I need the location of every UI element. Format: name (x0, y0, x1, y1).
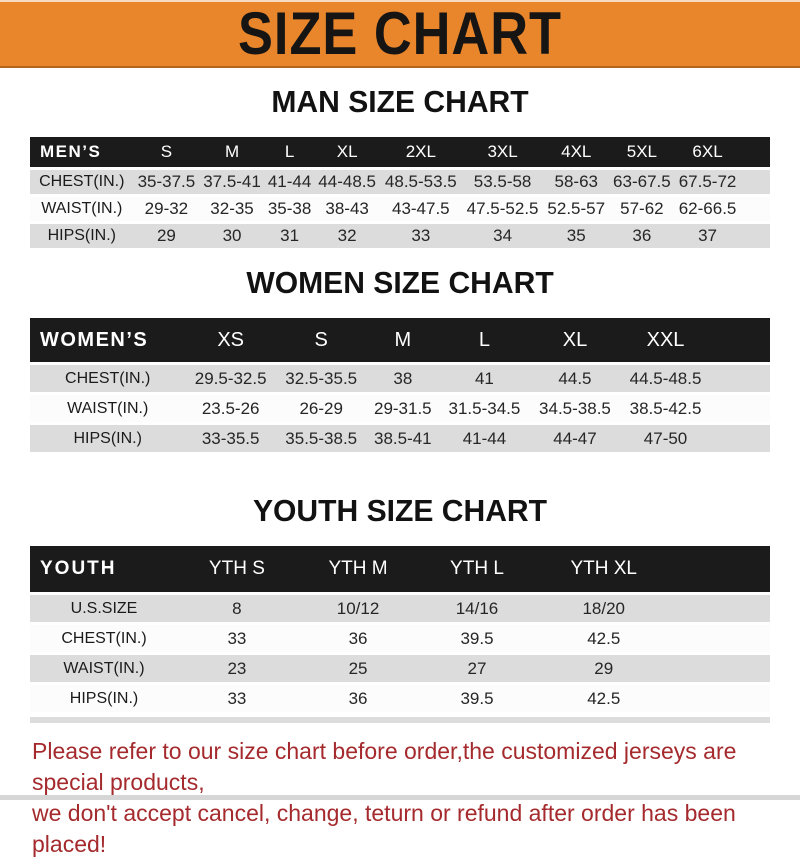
measurement-value-cell: 29.5-32.5 (185, 365, 276, 392)
size-header-cell: 5XL (609, 137, 675, 167)
measurement-value-cell: 38 (366, 365, 439, 392)
measurement-value-cell: 42.5 (534, 625, 674, 652)
measurement-value-cell: 29 (134, 224, 200, 248)
measurement-value-cell: 23 (178, 655, 296, 682)
size-header-cell: 3XL (462, 137, 544, 167)
table-title-cell: WOMEN’S (30, 318, 185, 362)
size-header-cell: YTH XL (534, 546, 674, 592)
measurement-value-cell: 35 (543, 224, 609, 248)
measurement-value-cell: 58-63 (543, 170, 609, 194)
measurement-value-cell: 33 (178, 625, 296, 652)
measurement-value-cell: 44.5 (530, 365, 621, 392)
men-size-table (30, 134, 770, 251)
measurement-value-cell: 26-29 (276, 395, 367, 422)
banner-title: SIZE CHART (238, 0, 562, 68)
measurement-value-cell: 27 (420, 655, 533, 682)
measurement-value-cell: 41-44 (265, 170, 314, 194)
size-header-cell: YTH M (296, 546, 420, 592)
measurement-value-cell: 52.5-57 (543, 197, 609, 221)
measurement-value-cell: 63-67.5 (609, 170, 675, 194)
measurement-value-cell: 36 (296, 685, 420, 712)
size-header-row (30, 318, 770, 362)
women-section-heading: WOMEN SIZE CHART (246, 265, 554, 300)
spacer-cell (674, 655, 770, 682)
measurement-label-cell: HIPS(IN.) (30, 224, 134, 248)
spacer-cell (674, 685, 770, 712)
measurement-label-cell: HIPS(IN.) (30, 685, 178, 712)
measurement-value-cell: 48.5-53.5 (380, 170, 462, 194)
measurement-value-cell: 57-62 (609, 197, 675, 221)
size-header-cell: M (199, 137, 265, 167)
measurement-value-cell: 53.5-58 (462, 170, 544, 194)
size-header-cell: XL (530, 318, 621, 362)
measurement-value-cell: 44.5-48.5 (620, 365, 711, 392)
size-header-cell: L (265, 137, 314, 167)
spacer-cell (674, 625, 770, 652)
measurement-value-cell: 37 (675, 224, 741, 248)
measurement-value-cell: 32 (314, 224, 380, 248)
measurement-value-cell: 36 (296, 625, 420, 652)
measurement-value-cell: 31 (265, 224, 314, 248)
measurement-label-cell: U.S.SIZE (30, 595, 178, 622)
measurement-label-cell: WAIST(IN.) (30, 395, 185, 422)
measurement-value-cell: 33 (380, 224, 462, 248)
measurement-value-cell: 37.5-41 (199, 170, 265, 194)
size-header-cell: S (134, 137, 200, 167)
notice-line-1: Please refer to our size chart before order,the customized jerseys are special products, (32, 738, 737, 795)
measurement-row (30, 395, 770, 422)
size-header-cell: 6XL (675, 137, 741, 167)
size-header-cell: L (439, 318, 530, 362)
size-header-row (30, 546, 770, 592)
measurement-label-cell: HIPS(IN.) (30, 425, 185, 452)
spacer-cell (740, 197, 770, 221)
table-title-cell: MEN’S (30, 137, 134, 167)
youth-size-table (30, 543, 770, 715)
measurement-row (30, 170, 770, 194)
measurement-label-cell: WAIST(IN.) (30, 197, 134, 221)
measurement-value-cell: 38.5-42.5 (620, 395, 711, 422)
measurement-label-cell: CHEST(IN.) (30, 625, 178, 652)
measurement-value-cell: 32-35 (199, 197, 265, 221)
measurement-value-cell: 35-38 (265, 197, 314, 221)
measurement-value-cell: 29-32 (134, 197, 200, 221)
measurement-value-cell: 33 (178, 685, 296, 712)
size-header-cell: YTH S (178, 546, 296, 592)
measurement-value-cell: 62-66.5 (675, 197, 741, 221)
table-title-cell: YOUTH (30, 546, 178, 592)
measurement-value-cell: 47.5-52.5 (462, 197, 544, 221)
spacer-cell (711, 318, 770, 362)
size-header-cell: XL (314, 137, 380, 167)
measurement-value-cell: 39.5 (420, 685, 533, 712)
measurement-label-cell: CHEST(IN.) (30, 170, 134, 194)
measurement-label-cell: CHEST(IN.) (30, 365, 185, 392)
measurement-value-cell: 44-47 (530, 425, 621, 452)
measurement-value-cell: 29 (534, 655, 674, 682)
measurement-label-cell: WAIST(IN.) (30, 655, 178, 682)
measurement-value-cell: 33-35.5 (185, 425, 276, 452)
size-chart-banner (0, 0, 800, 68)
size-header-cell: S (276, 318, 367, 362)
size-header-cell: XS (185, 318, 276, 362)
measurement-row (30, 685, 770, 712)
spacer-cell (674, 546, 770, 592)
measurement-value-cell: 32.5-35.5 (276, 365, 367, 392)
measurement-value-cell: 35-37.5 (134, 170, 200, 194)
measurement-value-cell: 10/12 (296, 595, 420, 622)
measurement-value-cell: 34.5-38.5 (530, 395, 621, 422)
spacer-cell (674, 595, 770, 622)
measurement-row (30, 425, 770, 452)
youth-table-bottom-strip (30, 717, 770, 723)
measurement-value-cell: 25 (296, 655, 420, 682)
measurement-value-cell: 31.5-34.5 (439, 395, 530, 422)
measurement-row (30, 224, 770, 248)
measurement-row (30, 655, 770, 682)
measurement-value-cell: 38.5-41 (366, 425, 439, 452)
size-header-cell: YTH L (420, 546, 533, 592)
measurement-value-cell: 23.5-26 (185, 395, 276, 422)
measurement-value-cell: 35.5-38.5 (276, 425, 367, 452)
measurement-row (30, 595, 770, 622)
measurement-row (30, 365, 770, 392)
measurement-value-cell: 43-47.5 (380, 197, 462, 221)
measurement-value-cell: 67.5-72 (675, 170, 741, 194)
bottom-edge-strip (0, 795, 800, 800)
measurement-value-cell: 44-48.5 (314, 170, 380, 194)
size-header-cell: 4XL (543, 137, 609, 167)
size-header-cell: M (366, 318, 439, 362)
measurement-value-cell: 36 (609, 224, 675, 248)
size-header-cell: XXL (620, 318, 711, 362)
spacer-cell (711, 395, 770, 422)
man-section-heading: MAN SIZE CHART (271, 84, 529, 119)
size-header-row (30, 137, 770, 167)
measurement-value-cell: 42.5 (534, 685, 674, 712)
measurement-value-cell: 41 (439, 365, 530, 392)
measurement-value-cell: 30 (199, 224, 265, 248)
measurement-value-cell: 8 (178, 595, 296, 622)
measurement-value-cell: 41-44 (439, 425, 530, 452)
spacer-cell (740, 137, 770, 167)
spacer-cell (711, 365, 770, 392)
spacer-cell (740, 170, 770, 194)
youth-section-heading: YOUTH SIZE CHART (252, 493, 548, 528)
measurement-value-cell: 39.5 (420, 625, 533, 652)
measurement-value-cell: 38-43 (314, 197, 380, 221)
measurement-value-cell: 34 (462, 224, 544, 248)
measurement-value-cell: 14/16 (420, 595, 533, 622)
measurement-value-cell: 47-50 (620, 425, 711, 452)
size-header-cell: 2XL (380, 137, 462, 167)
measurement-value-cell: 29-31.5 (366, 395, 439, 422)
women-size-table (30, 315, 770, 455)
notice-line-2: we don't accept cancel, change, teturn or refund after order has been placed! (32, 800, 736, 857)
measurement-row (30, 197, 770, 221)
measurement-row (30, 625, 770, 652)
measurement-value-cell: 18/20 (534, 595, 674, 622)
spacer-cell (711, 425, 770, 452)
spacer-cell (740, 224, 770, 248)
